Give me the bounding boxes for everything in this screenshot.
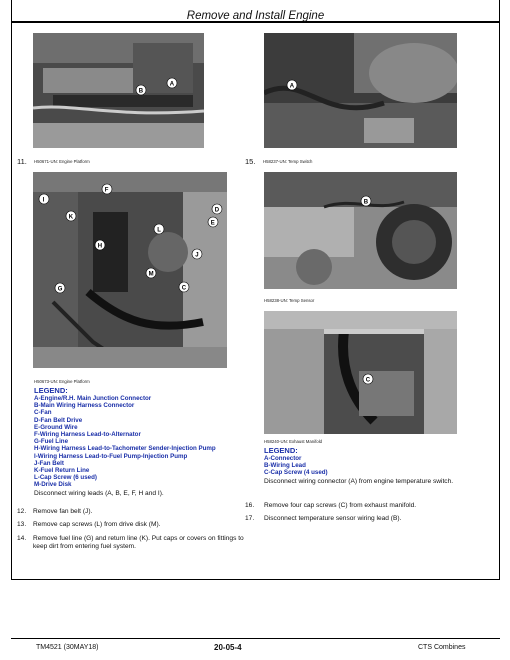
- photo-temp-sensor: [264, 172, 457, 289]
- callout-h: H: [97, 243, 103, 250]
- callout-g: G: [57, 286, 63, 293]
- legend-item: A-Connector: [264, 455, 302, 462]
- step-14: [17, 535, 245, 553]
- step-text: Remove fan belt (J).: [33, 508, 93, 515]
- instruction-right: Disconnect wiring connector (A) from engine temperature switch.: [264, 478, 454, 485]
- photo-engine-platform-main: [33, 172, 227, 368]
- step-13: [17, 521, 245, 530]
- figure-caption-engine-platform: H50673-UN: Engine Platform: [34, 379, 90, 384]
- legend-item: K-Fuel Return Line: [34, 467, 90, 475]
- legend-title-right: LEGEND:: [264, 446, 298, 455]
- callout-k: K: [68, 214, 74, 221]
- legend-item: I-Wiring Harness Lead-to-Fuel Pump-Injection Pump: [34, 452, 188, 460]
- figure-number-11: 11.: [17, 157, 27, 166]
- legend-title-left: LEGEND:: [34, 386, 68, 395]
- figure-caption-11: H50671-UN: Engine Platform: [34, 159, 90, 164]
- step-text: Remove fuel line (G) and return line (K). Put caps or covers on fittings to keep dirt from entering fuel system.: [33, 535, 244, 550]
- callout-e: E: [210, 220, 215, 227]
- callout-i: I: [42, 197, 45, 204]
- callout-d: D: [214, 207, 220, 214]
- callout-j: J: [195, 252, 199, 259]
- legend-item: E-Ground Wire: [34, 423, 78, 431]
- callout-b: B: [138, 88, 144, 95]
- photo-temp-switch: [264, 33, 457, 148]
- legend-item: H-Wiring Harness Lead-to-Tachometer Sender-Injection Pump: [34, 445, 216, 453]
- callout-a: A: [289, 83, 295, 90]
- callout-m: M: [148, 271, 154, 278]
- step-12: [17, 508, 245, 517]
- footer-page-number: 20-05-4: [214, 643, 242, 652]
- legend-item: L-Cap Screw (6 used): [34, 474, 97, 482]
- figure-caption-temp-sensor: H58238-UN: Temp Sensor: [264, 298, 315, 303]
- footer-doc-id: TM4521 (30MAY18): [36, 644, 99, 651]
- figure-caption-exhaust-manifold: H58240-UN: Exhaust Manifold: [264, 439, 323, 444]
- legend-item: C-Cap Screw (4 used): [264, 469, 328, 477]
- callout-c: C: [365, 377, 371, 384]
- step-text: Disconnect temperature sensor wiring lead (B).: [264, 515, 402, 522]
- step-number: 16.: [245, 502, 255, 509]
- legend-item: C-Fan: [34, 409, 52, 417]
- legend-list-right: [264, 455, 328, 477]
- callout-f: F: [104, 187, 109, 194]
- legend-item: B-Main Wiring Harness Connector: [34, 402, 135, 410]
- photo-exhaust-manifold: [264, 311, 457, 434]
- callout-c: C: [181, 285, 187, 292]
- legend-item: D-Fan Belt Drive: [34, 416, 83, 424]
- photo-engine-platform-top: [33, 33, 204, 148]
- step-17: [245, 515, 475, 524]
- callout-b: B: [363, 199, 369, 206]
- legend-item: A-Engine/R.H. Main Junction Connector: [34, 395, 152, 402]
- legend-item: B-Wiring Lead: [264, 462, 306, 470]
- step-number: 14.: [17, 535, 27, 542]
- footer-rule: [11, 638, 500, 639]
- legend-item: G-Fuel Line: [34, 438, 69, 446]
- step-number: 12.: [17, 508, 27, 515]
- legend-item: F-Wiring Harness Lead-to-Alternator: [34, 431, 141, 439]
- legend-list-left: [34, 395, 216, 489]
- page-title: Remove and Install Engine: [186, 10, 325, 22]
- figure-number-15: 15.: [245, 157, 256, 166]
- callout-a: A: [169, 81, 175, 88]
- step-text: Remove cap screws (L) from drive disk (M).: [33, 521, 161, 528]
- step-text: Remove four cap screws (C) from exhaust manifold.: [264, 502, 417, 509]
- step-number: 17.: [245, 515, 255, 522]
- callout-l: L: [157, 227, 161, 234]
- footer-product: CTS Combines: [418, 644, 466, 651]
- step-16: [245, 502, 475, 511]
- legend-item: J-Fan Belt: [34, 459, 64, 467]
- legend-item: M-Drive Disk: [34, 481, 72, 489]
- step-number: 13.: [17, 521, 27, 528]
- figure-caption-15: H58237-UN: Temp Switch: [263, 159, 313, 164]
- instruction-left: Disconnect wiring leads (A, B, E, F, H and I).: [34, 490, 164, 497]
